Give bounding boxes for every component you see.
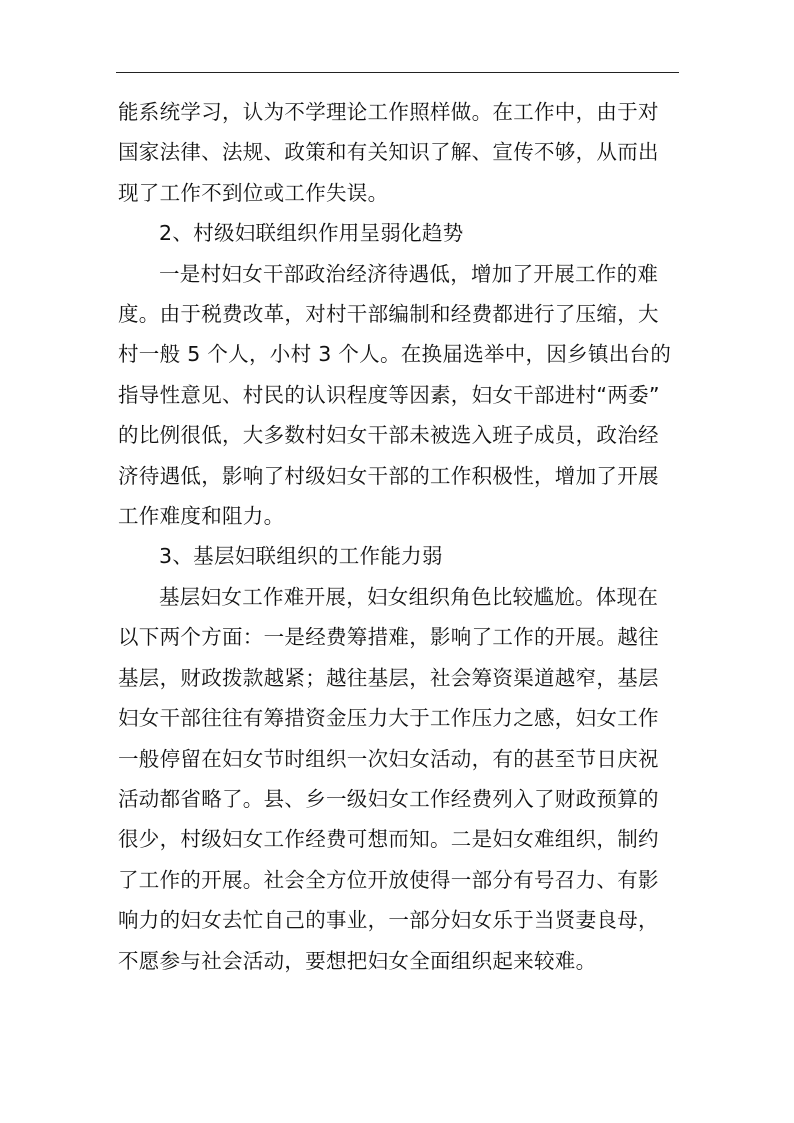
text-line: 活动都省略了。县、乡一级妇女工作经费列入了财政预算的: [118, 786, 659, 811]
text-line: 村一般 5 个人，小村 3 个人。在换届选举中，因乡镇出台的: [118, 342, 672, 367]
text-line: 响力的妇女去忙自己的事业，一部分妇女乐于当贤妻良母，: [118, 908, 659, 933]
text-line: 基层，财政拨款越紧；越往基层，社会筹资渠道越窄，基层: [118, 665, 659, 690]
paragraph-village-cadres: [118, 254, 678, 537]
heading-text: 3、基层妇联组织的工作能力弱: [159, 544, 443, 569]
text-line: 了工作的开展。社会全方位开放使得一部分有号召力、有影: [118, 867, 659, 892]
text-line: 国家法律、法规、政策和有关知识了解、宣传不够，从而出: [118, 140, 659, 165]
text-line: 的比例很低，大多数村妇女干部未被选入班子成员，政治经: [118, 423, 659, 448]
text-line: 现了工作不到位或工作失误。: [118, 180, 389, 205]
text-line: 不愿参与社会活动，要想把妇女全面组织起来较难。: [118, 948, 597, 973]
text-line: 济待遇低，影响了村级妇女干部的工作积极性，增加了开展: [118, 463, 659, 488]
section-heading-2: [118, 213, 678, 253]
text-line: 很少，村级妇女工作经费可想而知。二是妇女难组织，制约: [118, 827, 659, 852]
text-line: 基层妇女工作难开展，妇女组织角色比较尴尬。体现在: [159, 584, 659, 609]
text-line: 妇女干部往往有筹措资金压力大于工作压力之感，妇女工作: [118, 706, 659, 731]
text-line: 以下两个方面：一是经费筹措难，影响了工作的开展。越往: [118, 625, 659, 650]
document-body: [118, 92, 678, 981]
paragraph-continuation: [118, 92, 678, 213]
section-heading-3: [118, 536, 678, 576]
text-line: 度。由于税费改革，对村干部编制和经费都进行了压缩，大: [118, 302, 659, 327]
text-line: 指导性意见、村民的认识程度等因素，妇女干部进村“两委”: [118, 382, 660, 407]
heading-text: 2、村级妇联组织作用呈弱化趋势: [159, 221, 464, 246]
text-line: 工作难度和阻力。: [118, 504, 285, 529]
text-line: 能系统学习，认为不学理论工作照样做。在工作中，由于对: [118, 100, 659, 124]
text-line: 一般停留在妇女节时组织一次妇女活动，有的甚至节日庆祝: [118, 746, 659, 771]
text-line: 一是村妇女干部政治经济待遇低，增加了开展工作的难: [159, 261, 659, 286]
header-rule: [116, 72, 679, 73]
paragraph-grassroots-work: [118, 577, 678, 981]
